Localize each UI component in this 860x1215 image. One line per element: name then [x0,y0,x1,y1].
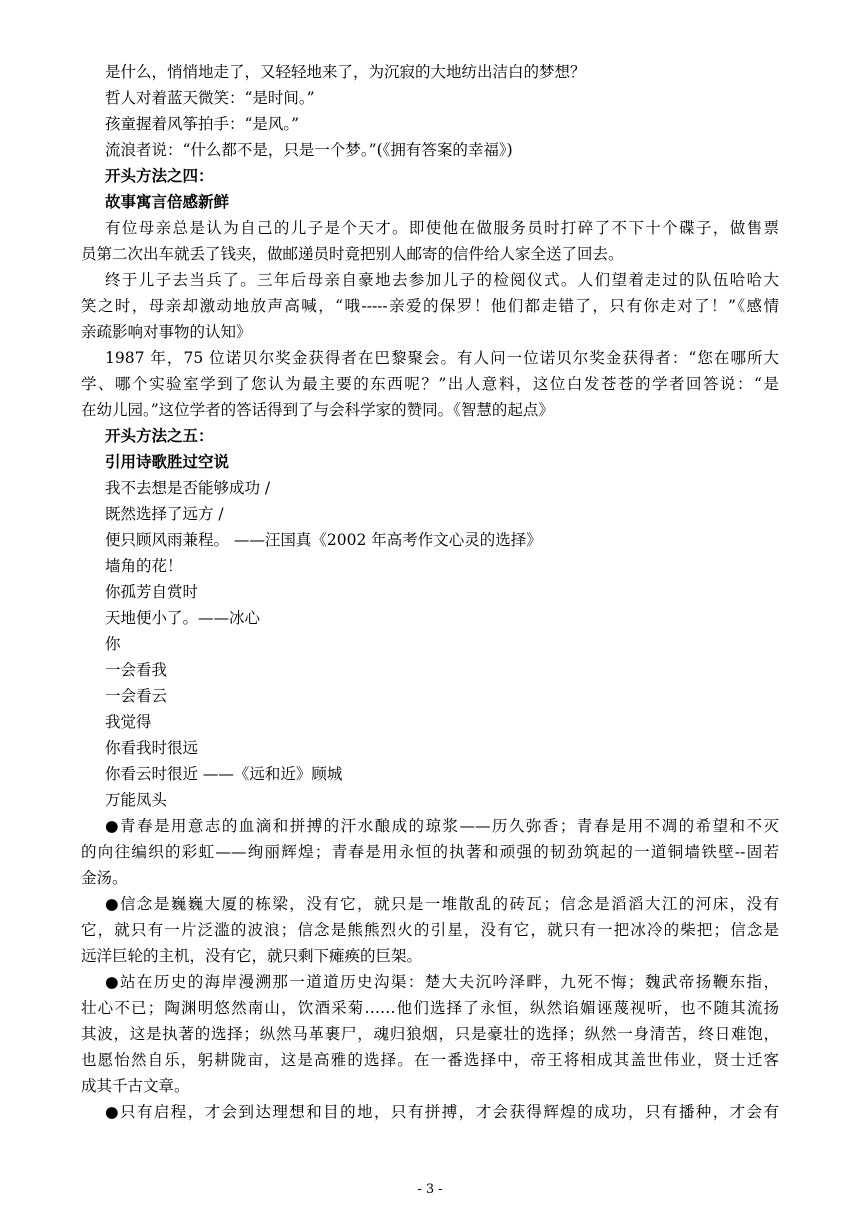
text-line: 有位母亲总是认为自己的儿子是个天才。即使他在做服务员时打碎了不下十个碟子，做售票 [105,219,779,237]
text-line: 哲人对着蓝天微笑：“是时间。” [105,89,315,107]
text-line: 开头方法之四： [105,167,214,185]
text-line: ●信念是巍巍大厦的栋梁，没有它，就只是一堆散乱的砖瓦；信念是滔滔大江的河床，没有 [105,895,779,913]
text-line: 孩童握着风筝拍手：“是风。” [105,115,300,133]
text-line: 故事寓言倍感新鲜 [105,193,230,211]
text-line: 一会看云 [105,687,168,705]
page-number: - 3 - [417,1182,443,1197]
text-line: 的向往编织的彩虹——绚丽辉煌；青春是用永恒的执著和顽强的韧劲筑起的一道铜墙铁壁--固若 [81,843,779,861]
text-line: 它，就只有一片泛滥的波浪；信念是熊熊烈火的引星，没有它，就只有一把冰冷的柴把；信念是 [81,921,779,939]
text-line: 我觉得 [105,713,152,731]
text-line: 你 [105,635,121,653]
text-line: 开头方法之五： [105,427,214,445]
text-line: 也愿怡然自乐，躬耕陇亩，这是高雅的选择。在一番选择中，帝王将相成其盖世伟业，贤士迁客 [81,1051,779,1069]
text-line: 成其千古文章。 [81,1077,190,1095]
text-line: 你孤芳自赏时 [105,583,199,601]
text-line: ●站在历史的海岸漫溯那一道道历史沟渠：楚大夫沉吟泽畔，九死不悔；魏武帝扬鞭东指， [105,973,779,991]
text-line: 学、哪个实验室学到了您认为最主要的东西呢？”出人意料，这位白发苍苍的学者回答说：“是 [81,375,779,393]
text-line: 亲疏影响对事物的认知》 [81,323,252,341]
text-line: 笑之时，母亲却激动地放声高喊，“哦-----亲爱的保罗！他们都走错了，只有你走对了！”《感情 [81,297,779,315]
text-line: 便只顾风雨兼程。 ——汪国真《2002 年高考作文心灵的选择》 [105,531,542,549]
text-line: 在幼儿园。”这位学者的答话得到了与会科学家的赞同。《智慧的起点》 [81,401,554,419]
text-line: 是什么，悄悄地走了，又轻轻地来了，为沉寂的大地纺出洁白的梦想？ [105,63,586,81]
text-line: ●只有启程，才会到达理想和目的地，只有拼搏，才会获得辉煌的成功，只有播种，才会有 [105,1103,779,1121]
text-line: 万能凤头 [105,791,168,809]
text-line: 墙角的花！ [105,557,183,575]
text-line: 既然选择了远方 / [105,505,224,523]
text-line: 终于儿子去当兵了。三年后母亲自豪地去参加儿子的检阅仪式。人们望着走过的队伍哈哈大 [105,271,779,289]
text-line: 引用诗歌胜过空说 [105,453,230,471]
text-line: 天地便小了。——冰心 [105,609,261,627]
text-line: 你看我时很远 [105,739,199,757]
text-line: 员第二次出车就丢了钱夹，做邮递员时竟把别人邮寄的信件给人家全送了回去。 [81,245,624,263]
text-line: 一会看我 [105,661,168,679]
text-line: 金汤。 [81,869,128,887]
text-line: ●青春是用意志的血滴和拼搏的汗水酿成的琼浆——历久弥香；青春是用不凋的希望和不灭 [105,817,779,835]
text-line: 我不去想是否能够成功 / [105,479,271,497]
text-line: 你看云时很近 ——《远和近》顾城 [105,765,343,783]
text-line: 远洋巨轮的主机，没有它，就只剩下瘫痪的巨架。 [81,947,423,965]
text-line: 1987 年，75 位诺贝尔奖金获得者在巴黎聚会。有人问一位诺贝尔奖金获得者：“您在哪所大 [105,349,779,367]
text-line: 壮心不已；陶渊明悠然南山，饮酒采菊……他们选择了永恒，纵然谄媚诬蔑视听，也不随其流扬 [81,999,779,1017]
text-line: 其波，这是执著的选择；纵然马革裹尸，魂归狼烟，只是豪壮的选择；纵然一身清苦，终日难饱， [81,1025,779,1043]
text-line: 流浪者说：“什么都不是，只是一个梦。”(《拥有答案的幸福》) [105,141,513,159]
